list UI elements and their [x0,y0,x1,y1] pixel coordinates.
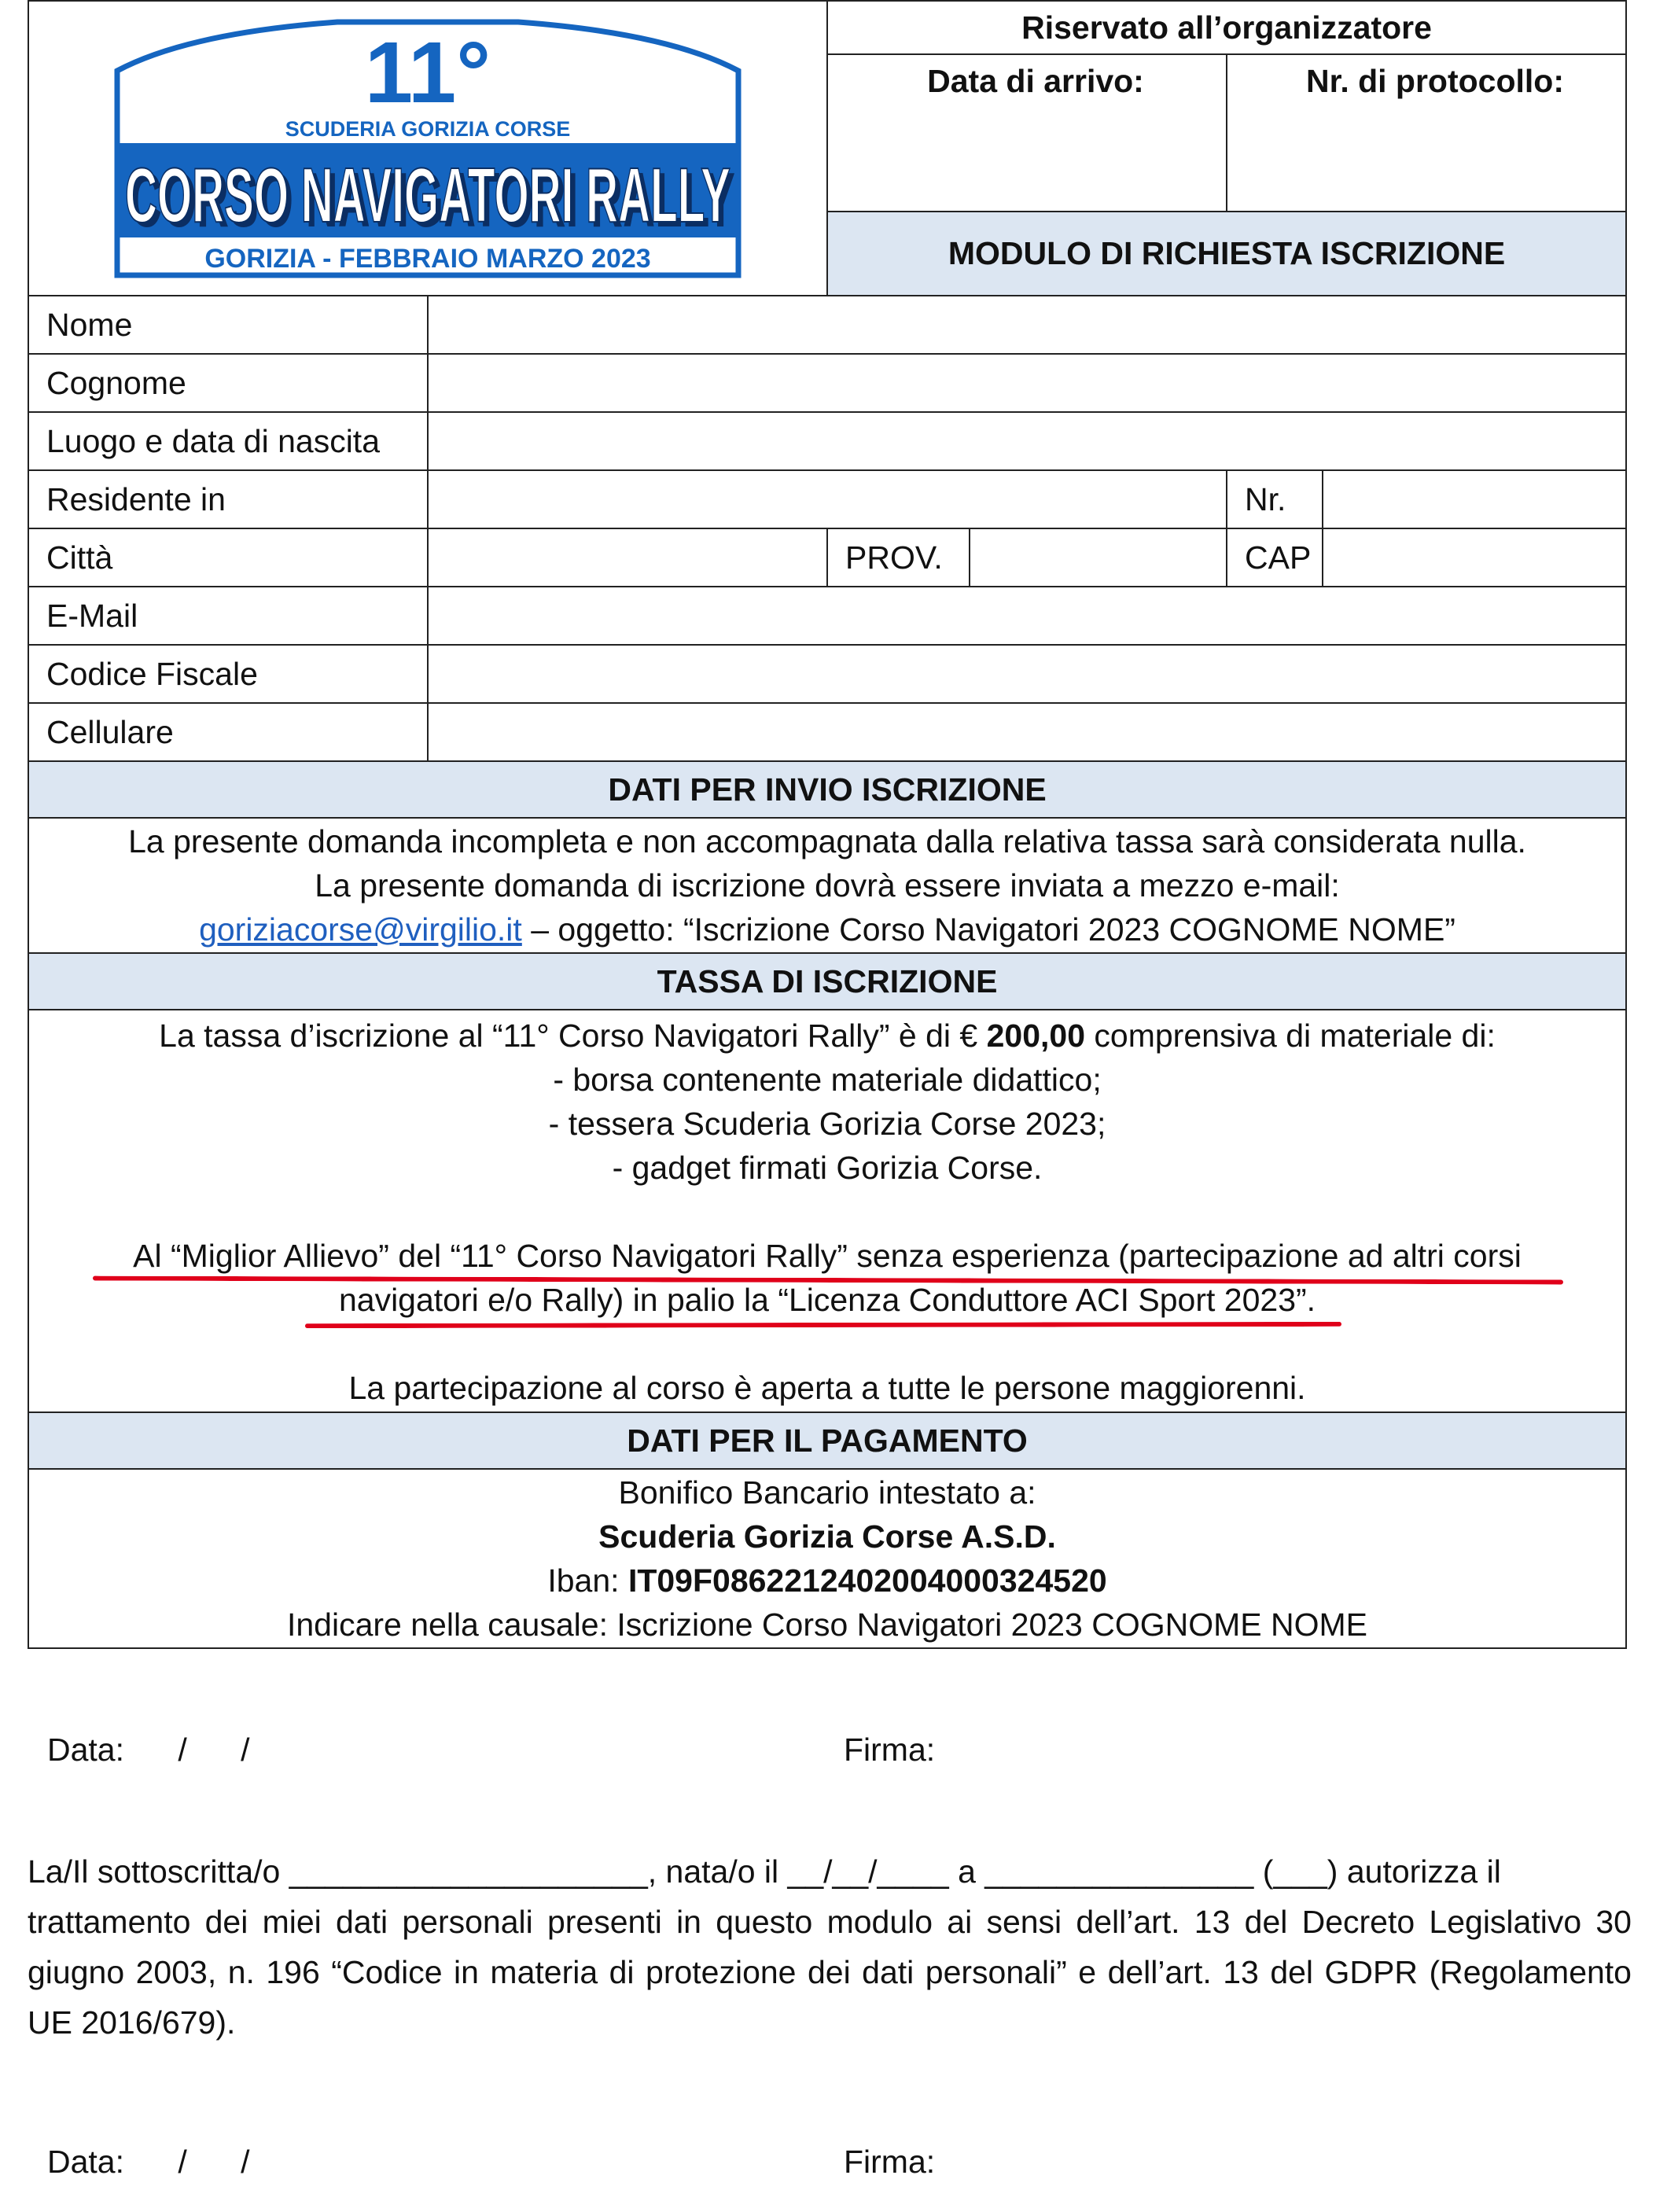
tassa-intro-b: comprensiva di materiale di: [1085,1018,1496,1054]
prize-line-2: navigatori e/o Rally) in palio la “Licenza Conduttore ACI Sport 2023”. [338,1282,1316,1318]
pagamento-iban-row [29,1559,1625,1603]
input-citta[interactable] [428,528,827,587]
tassa-item-2: - tessera Scuderia Gorizia Corse 2023; [548,1106,1106,1142]
invio-line1: La presente domanda incompleta e non accompagnata dalla relativa tassa sarà considerata nulla. [128,823,1526,859]
input-prov[interactable] [970,528,1227,587]
input-cellulare[interactable] [428,703,1626,761]
logo-edition: 11° [364,24,491,121]
logo-subtitle: GORIZIA - FEBBRAIO MARZO 2023 [204,243,651,274]
invio-line3 [29,907,1625,951]
input-cognome[interactable] [428,354,1626,412]
input-email[interactable] [428,587,1626,645]
label-email: E-Mail [28,587,428,645]
prize-line-1: Al “Miglior Allievo” del “11° Corso Navigatori Rally” senza esperienza (partecipazione ad altri corsi [133,1238,1522,1274]
label-nr: Nr. [1227,470,1323,528]
iban-label: Iban: [547,1562,628,1599]
privacy-text [28,1846,1632,2048]
input-nome[interactable] [428,296,1626,354]
label-nascita: Luogo e data di nascita [28,412,428,470]
tassa-amount: 200,00 [986,1018,1086,1054]
tassa-item-1: - borsa contenente materiale didattico; [553,1062,1102,1098]
invio-header: DATI PER INVIO ISCRIZIONE [28,761,1626,818]
input-residente[interactable] [428,470,1227,528]
input-cap[interactable] [1323,528,1626,587]
signature-firma-1[interactable]: Firma: [844,1732,936,1768]
pagamento-beneficiary: Scuderia Gorizia Corse A.S.D. [598,1518,1056,1555]
label-cf: Codice Fiscale [28,645,428,703]
arrival-date-field[interactable]: Data di arrivo: [827,54,1227,212]
label-prov: PROV. [827,528,970,587]
label-residente: Residente in [28,470,428,528]
input-nr[interactable] [1323,470,1626,528]
label-citta: Città [28,528,428,587]
logo-cell [28,1,827,296]
label-cap: CAP [1227,528,1323,587]
tassa-intro-a: La tassa d’iscrizione al “11° Corso Navigatori Rally” è di € [159,1018,987,1054]
label-cellulare: Cellulare [28,703,428,761]
rally-logo [101,8,754,289]
pagamento-causale: Indicare nella causale: Iscrizione Corso Navigatori 2023 COGNOME NOME [286,1607,1368,1643]
input-nascita[interactable] [428,412,1626,470]
label-nome: Nome [28,296,428,354]
invio-line2: La presente domanda di iscrizione dovrà essere inviata a mezzo e-mail: [315,867,1340,904]
tassa-note: La partecipazione al corso è aperta a tutte le persone maggiorenni. [348,1370,1306,1406]
invio-body [28,818,1626,953]
logo-title-shadow: CORSO NAVIGATORI RALLY [130,156,735,243]
privacy-line-1: La/Il sottoscritta/o ____________________, nata/o il __/__/____ a _______________ (___) autorizza il [28,1853,1501,1890]
pagamento-header: DATI PER IL PAGAMENTO [28,1412,1626,1469]
pagamento-body [28,1469,1626,1648]
logo-club: SCUDERIA GORIZIA CORSE [285,116,571,141]
pagamento-line1: Bonifico Bancario intestato a: [618,1474,1036,1511]
tassa-intro [29,1014,1625,1058]
invio-subject: – oggetto: “Iscrizione Corso Navigatori 2023 COGNOME NOME” [521,911,1455,948]
logo-title: CORSO NAVIGATORI RALLY [125,151,730,238]
tassa-body [28,1010,1626,1412]
email-link[interactable]: goriziacorse@virgilio.it [199,911,522,948]
label-cognome: Cognome [28,354,428,412]
signature-firma-2[interactable]: Firma: [844,2144,936,2180]
organizer-title: Riservato all’organizzatore [827,1,1626,54]
registration-form-table [28,0,1627,1649]
tassa-header: TASSA DI ISCRIZIONE [28,953,1626,1010]
protocol-number-field[interactable]: Nr. di protocollo: [1227,54,1626,212]
tassa-item-3: - gadget firmati Gorizia Corse. [612,1150,1043,1186]
privacy-rest: trattamento dei miei dati personali presenti in questo modulo ai sensi dell’art. 13 del Decreto Legislativo 30 giugno 2003, n. 196 “Codice in materia di protezione dei dati personali” e dell’art. 13 del GDPR (Regolamento UE 2016/679). [28,1904,1632,2041]
signature-date-1[interactable]: Data: / / [47,1732,250,1768]
form-title: MODULO DI RICHIESTA ISCRIZIONE [827,212,1626,296]
iban-value: IT09F0862212402004000324520 [627,1562,1107,1599]
input-cf[interactable] [428,645,1626,703]
signature-date-2[interactable]: Data: / / [47,2144,250,2180]
